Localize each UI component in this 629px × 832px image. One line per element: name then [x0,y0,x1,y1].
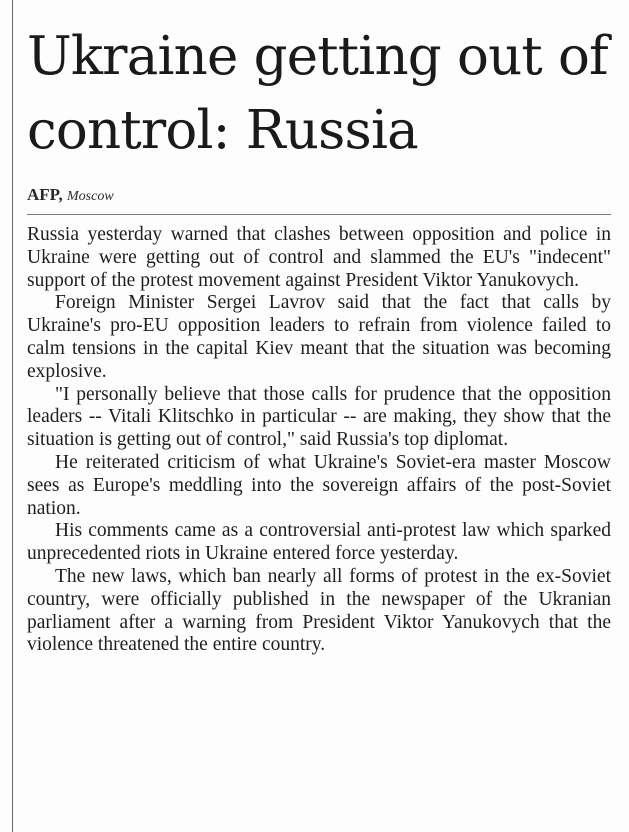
byline [27,184,611,208]
article-paragraph-3: "I personally believe that those calls for prudence that the opposition leaders -- Vitali Klitschko in particular -- are making, they show that the situation is getting out of control," said Russia's top diplomat. [27,383,611,451]
article-body [27,224,611,657]
article-paragraph-1: Russia yesterday warned that clashes between opposition and police in Ukraine were getting out of control and slammed the EU's "indecent" support of the protest movement against President Viktor Yanukovych. [27,224,611,291]
column-rule [12,0,13,832]
article-headline: Ukraine getting out of control: Russia [27,26,608,161]
article-paragraph-5: His comments came as a controversial anti-protest law which sparked unprecedented riots in Ukraine entered force yesterday. [27,520,611,565]
byline-agency: AFP, [27,185,63,204]
article-paragraph-4: He reiterated criticism of what Ukraine's Soviet-era master Moscow sees as Europe's meddling into the sovereign affairs of the post-Soviet nation. [27,451,611,519]
byline-place: Moscow [67,189,114,204]
byline-divider [27,214,611,215]
article-paragraph-2: Foreign Minister Sergei Lavrov said that the fact that calls by Ukraine's pro-EU opposition leaders to refrain from violence failed to calm tensions in the capital Kiev meant that the situation was becoming explosive. [27,292,611,382]
article-paragraph-6: The new laws, which ban nearly all forms of protest in the ex-Soviet country, were officially published in the newspaper of the Ukranian parliament after a warning from President Viktor Yanukovych that the violence threatened the entire country. [27,565,611,656]
article-column [27,20,611,657]
